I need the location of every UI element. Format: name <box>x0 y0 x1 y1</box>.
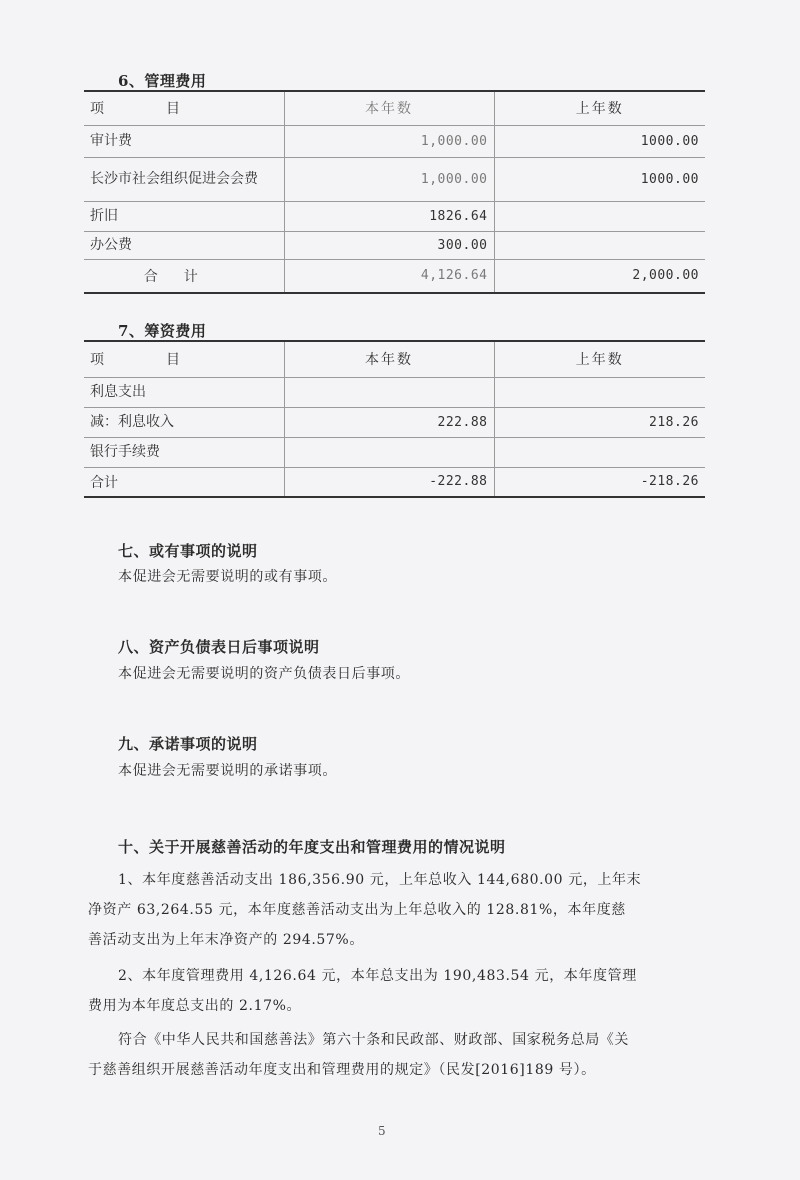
table-total-row <box>84 467 705 497</box>
row-current: 1,000.00 <box>284 157 494 201</box>
table-row <box>84 407 705 437</box>
section10-p1-line3: 善活动支出为上年末净资产的 294.57%。 <box>88 932 364 948</box>
section7-body: 本促进会无需要说明的或有事项。 <box>118 569 337 585</box>
section10-p3-line2: 于慈善组织开展慈善活动年度支出和管理费用的规定》（民发[2016]189 号）。 <box>88 1062 596 1078</box>
header-item: 项 目 <box>84 341 284 377</box>
header-item: 项 目 <box>84 91 284 125</box>
section8-heading: 八、资产负债表日后事项说明 <box>118 638 320 656</box>
header-current: 本年数 <box>284 341 494 377</box>
total-previous: -218.26 <box>494 467 705 497</box>
table-row <box>84 125 705 157</box>
section10-p2-line2: 费用为本年度总支出的 2.17%。 <box>88 998 302 1014</box>
total-label: 合计 <box>84 259 284 293</box>
header-previous: 上年数 <box>494 91 705 125</box>
total-current: 4,126.64 <box>284 259 494 293</box>
row-previous: 1000.00 <box>494 125 705 157</box>
row-item: 长沙市社会组织促进会会费 <box>84 157 284 201</box>
row-current <box>284 377 494 407</box>
total-previous: 2,000.00 <box>494 259 705 293</box>
row-current <box>284 437 494 467</box>
table-row <box>84 201 705 231</box>
section10-p1-line2: 净资产 63,264.55 元，本年度慈善活动支出为上年总收入的 128.81%，本年度慈 <box>88 902 626 918</box>
row-item: 利息支出 <box>84 377 284 407</box>
row-item: 审计费 <box>84 125 284 157</box>
table-row <box>84 437 705 467</box>
table-row <box>84 231 705 259</box>
row-item: 银行手续费 <box>84 437 284 467</box>
financing-fees-table <box>84 340 705 498</box>
row-previous: 1000.00 <box>494 157 705 201</box>
section10-p1-line1: 1、本年度慈善活动支出 186,356.90 元，上年总收入 144,680.00 元，上年末 <box>118 872 642 888</box>
row-previous <box>494 377 705 407</box>
row-item: 减：利息收入 <box>84 407 284 437</box>
row-current: 300.00 <box>284 231 494 259</box>
row-item: 办公费 <box>84 231 284 259</box>
table-header-row <box>84 91 705 125</box>
page-number: 5 <box>378 1124 386 1138</box>
section8-body: 本促进会无需要说明的资产负债表日后事项。 <box>118 666 410 682</box>
section9-body: 本促进会无需要说明的承诺事项。 <box>118 763 337 779</box>
table-header-row <box>84 341 705 377</box>
row-previous <box>494 231 705 259</box>
admin-fees-title: 6、管理费用 <box>118 72 207 90</box>
table-row <box>84 377 705 407</box>
section10-heading: 十、关于开展慈善活动的年度支出和管理费用的情况说明 <box>118 838 506 856</box>
section7-heading: 七、或有事项的说明 <box>118 542 258 560</box>
table-row <box>84 157 705 201</box>
section9-heading: 九、承诺事项的说明 <box>118 735 258 753</box>
row-previous <box>494 437 705 467</box>
header-current: 本年数 <box>284 91 494 125</box>
row-current: 222.88 <box>284 407 494 437</box>
row-previous <box>494 201 705 231</box>
section10-p2-line1: 2、本年度管理费用 4,126.64 元，本年总支出为 190,483.54 元，本年度管理 <box>118 968 637 984</box>
row-item: 折旧 <box>84 201 284 231</box>
admin-fees-table <box>84 90 705 294</box>
total-current: -222.88 <box>284 467 494 497</box>
header-previous: 上年数 <box>494 341 705 377</box>
row-current: 1,000.00 <box>284 125 494 157</box>
section10-p3-line1: 符合《中华人民共和国慈善法》第六十条和民政部、财政部、国家税务总局《关 <box>118 1032 629 1048</box>
financing-fees-title: 7、筹资费用 <box>118 322 207 340</box>
total-label: 合计 <box>84 467 284 497</box>
row-previous: 218.26 <box>494 407 705 437</box>
row-current: 1826.64 <box>284 201 494 231</box>
table-total-row <box>84 259 705 293</box>
